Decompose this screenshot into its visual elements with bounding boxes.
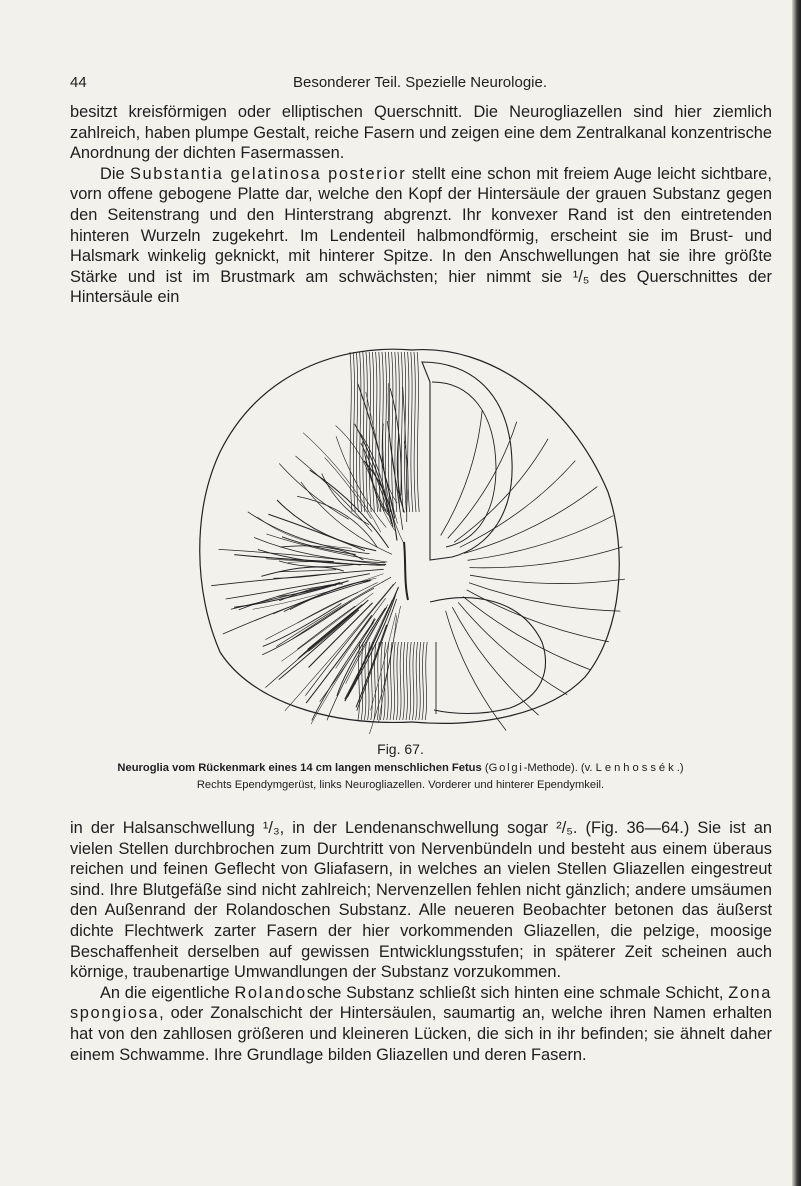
text-span: , oder Zonalschicht der Hintersäulen, saumartig an, welche ihren Namen erhalten hat von den zahllosen größeren und kleineren Lücken, die sich in ihr befinden; sie ähnelt daher einem Schwamme. Ihre Grundlage bilden Gliazellen und deren Fasern.	[70, 1004, 772, 1064]
dorsal-glia-bundle	[363, 352, 365, 512]
cord-outline-right	[412, 350, 619, 724]
dorsal-horn-outline	[422, 362, 512, 560]
ventral-glia-bundle	[412, 642, 414, 720]
ependymal-fibre	[454, 439, 548, 543]
paragraph	[70, 983, 772, 1065]
paragraph	[70, 164, 772, 308]
glia-fibre	[282, 593, 374, 661]
dorsal-glia-bundle	[392, 352, 394, 512]
ventral-glia-bundle	[374, 642, 376, 720]
ependymal-fibre	[452, 607, 538, 715]
ependymal-fibre	[469, 583, 620, 611]
ependymal-fibre	[468, 516, 614, 561]
dorsal-glia-bundle	[414, 352, 416, 512]
running-head	[70, 74, 770, 96]
emphasized-term: Substantia gelatinosa posterior	[130, 164, 407, 183]
ventral-glia-bundle	[387, 642, 389, 720]
caption-text: .)	[676, 762, 684, 774]
glia-fibre	[248, 512, 370, 554]
ventral-glia-bundle	[396, 642, 398, 720]
glia-fibre	[311, 622, 374, 724]
ventral-glia-bundle	[361, 642, 363, 720]
emphasized-term: Rolando	[234, 983, 307, 1002]
dorsal-glia-bundle	[376, 352, 378, 512]
ventral-glia-bundle	[419, 642, 421, 720]
central-canal-region	[404, 542, 408, 600]
caption-author: Lenhossék	[595, 762, 677, 774]
dorsal-glia-bundle	[369, 352, 371, 512]
caption-text: (	[484, 762, 489, 774]
dorsal-glia-bundle	[411, 352, 413, 512]
dorsal-glia-bundle	[360, 352, 362, 512]
page-edge	[792, 0, 801, 1186]
spinal-cord-figure	[190, 342, 630, 734]
emphasized-term: Zona spongiosa	[70, 983, 772, 1023]
dorsal-glia-bundle	[385, 352, 387, 512]
caption-method: Golgi	[488, 762, 524, 774]
ependymal-fibre	[470, 547, 623, 568]
ventral-glia-bundle	[409, 642, 411, 720]
text-span: An die eigentliche	[100, 983, 230, 1002]
paragraph: in der Halsanschwellung ¹/₃, in der Lendenanschwellung sogar ²/₅. (Fig. 36—64.) Sie ist an vielen Stellen durchbrochen zum Durchtritt von Nervenbündeln und besteht aus einem überaus reichen und feinen Geflecht von Gliafasern, in welches an vielen Stellen Gliazellen eingestreut sind. Ihre Blutgefäße sind nicht zahlreich; Nervenzellen fehlen nicht gänzlich; andere umsäumen den Außenrand der Rolandoschen Substanz. Alle neueren Beobachter betonen das äußerst dichte Flechtwerk zarter Fasern der hier vorkommenden Gliazellen, die pelzige, moosige Beschaffenheit derselben auf gewissen Entwicklungsstufen; in späterer Zeit scheinen auch körnige, traubenartige Umwandlungen der Substanz vorzukommen.	[70, 819, 772, 982]
glia-fibre	[279, 610, 359, 680]
text-span: Die	[100, 164, 125, 183]
ependymal-fibre	[441, 410, 483, 535]
glia-fibre	[254, 538, 385, 563]
caption-text: -Methode). (v.	[523, 762, 593, 774]
dorsal-glia-bundle	[356, 352, 358, 512]
figure-label: Fig. 67.	[377, 741, 424, 757]
ventral-glia-bundle	[406, 642, 408, 720]
ventral-glia-bundle	[403, 642, 405, 720]
ventral-glia-bundle	[393, 642, 395, 720]
figure-caption-subtext: Rechts Ependymgerüst, links Neurogliazellen. Vorderer und hinterer Ependymkeil.	[196, 779, 605, 791]
body-text-bottom	[70, 818, 772, 1065]
figure-caption	[40, 760, 761, 777]
ventral-glia-bundle	[425, 642, 427, 720]
body-text-top	[70, 102, 772, 308]
glia-fibre	[261, 567, 344, 576]
dorsal-horn-inner-outline	[432, 382, 496, 547]
section-title: Besonderer Teil. Spezielle Neurologie.	[292, 74, 548, 91]
dorsal-glia-bundle	[366, 352, 368, 512]
page-number: 44	[70, 74, 87, 91]
ventral-glia-bundle	[416, 642, 418, 720]
spinal-cord-cross-section-illustration	[190, 342, 630, 734]
text-span: stellt eine schon mit freiem Auge leicht sichtbare, vorn offene gebogene Platte dar, welche den Kopf der Hintersäule der grauen Substanz gegen den Seitenstrang und den Hinterstrang abgrenzt. Ihr konvexer Rand ist den eintretenden hinteren Wurzeln zugekehrt. Im Lendenteil halbmondförmig, erscheint sie im Brust- und Halsmark winkelig geknickt, mit hinterer Spitze. In den Anschwellungen hat sie ihre größte Stärke und ist im Brustmark am schwächsten; hier nimmt sie ¹/₅ des Querschnittes der Hintersäule ein	[70, 164, 772, 307]
ventral-glia-bundle	[390, 642, 392, 720]
dorsal-glia-bundle	[417, 352, 419, 512]
paragraph: besitzt kreisförmigen oder elliptischen Querschnitt. Die Neurogliazellen sind hier ziemlich zahlreich, haben plumpe Gestalt, reiche Fasern und zeigen eine dem Zentralkanal konzentrische Anordnung der dichten Fasermassen.	[70, 103, 772, 163]
ventral-glia-bundle	[400, 642, 402, 720]
ependymal-fibre	[446, 611, 507, 731]
caption-title: Neuroglia vom Rückenmark eines 14 cm langen menschlichen Fetus	[117, 762, 482, 774]
ventral-glia-bundle	[422, 642, 424, 720]
text-span: sche Substanz schließt sich hinten eine schmale Schicht,	[306, 983, 724, 1002]
ependymal-fibre	[470, 575, 625, 583]
ependymal-fibre	[458, 602, 567, 694]
glia-fibre	[310, 470, 389, 548]
